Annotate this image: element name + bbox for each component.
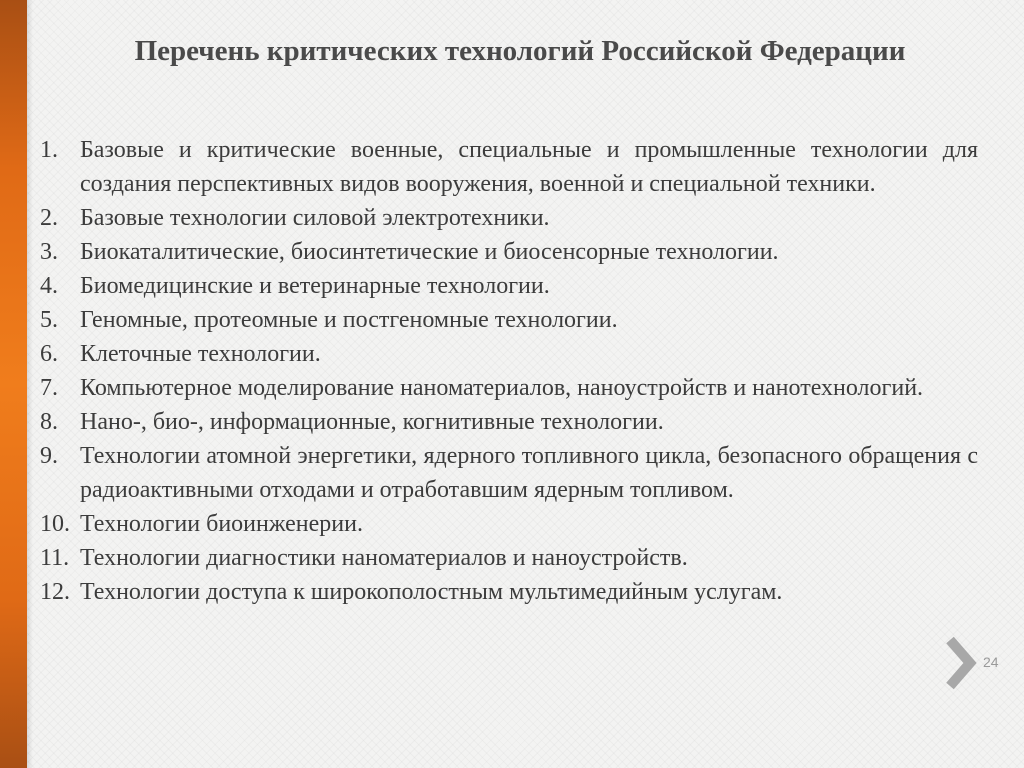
list-item-text: Технологии атомной энергетики, ядерного топливного цикла, безопасного обращения с радиоактивными отходами и отработавшим ядерным топливом. [80,443,978,503]
list-item [40,269,978,303]
list-item [40,439,978,507]
list-item-text: Технологии доступа к широкополостным мультимедийным услугам. [80,579,783,605]
list-item [40,575,978,609]
list-item-number: 1. [40,137,58,163]
list-item [40,541,978,575]
list-item-number: 2. [40,205,58,231]
chevron-right-icon[interactable] [942,636,978,690]
list-item-text: Клеточные технологии. [80,341,321,367]
list-item [40,303,978,337]
list-item [40,405,978,439]
list-item-text: Компьютерное моделирование наноматериалов, наноустройств и нанотехнологий. [80,375,924,401]
list-item-text: Базовые технологии силовой электротехники. [80,205,550,231]
list-item-text: Нано-, био-, информационные, когнитивные технологии. [80,409,664,435]
side-accent-shadow [27,0,33,768]
list-item-text: Биомедицинские и ветеринарные технологии. [80,273,550,299]
list-item-number: 10. [40,511,70,537]
list-item [40,235,978,269]
chevron-right-icon-graphic [942,636,978,690]
list-item-number: 4. [40,273,58,299]
list-item-number: 5. [40,307,58,333]
list-item-number: 8. [40,409,58,435]
list-item [40,133,978,201]
list-item-text: Технологии биоинженерии. [80,511,363,537]
list-item-number: 9. [40,443,58,469]
list-item-number: 3. [40,239,58,265]
list-item-text: Базовые и критические военные, специальные и промышленные технологии для создания перспективных видов вооружения, военной и специальной техники. [80,137,978,197]
slide-title: Перечень критических технологий Российской Федерации [134,35,906,67]
list-item-text: Биокаталитические, биосинтетические и биосенсорные технологии. [80,239,779,265]
list-item [40,201,978,235]
list-item [40,507,978,541]
list-item-number: 11. [40,545,70,571]
list-item-text: Геномные, протеомные и постгеномные технологии. [80,307,618,333]
side-accent-bar [0,0,27,768]
list-item [40,337,978,371]
list-item-number: 7. [40,375,58,401]
list-item [40,371,978,405]
list-item-text: Технологии диагностики наноматериалов и наноустройств. [80,545,688,571]
list-item-number: 12. [40,579,70,605]
page-number: 24 [983,654,999,670]
technology-list [40,133,978,609]
list-item-number: 6. [40,341,58,367]
